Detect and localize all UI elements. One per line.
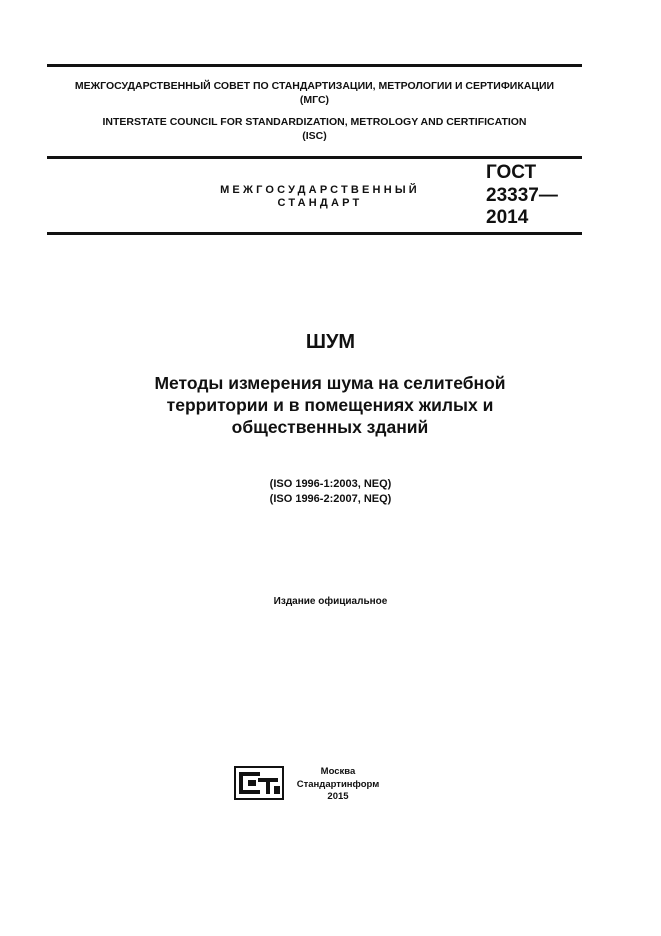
- top-rule: [47, 64, 582, 67]
- council-header: [47, 79, 582, 143]
- document-subtitle: [100, 372, 560, 438]
- gost-number: 23337—: [486, 184, 558, 206]
- edition-note: Издание официальное: [273, 596, 388, 607]
- standartinform-logo-icon: [234, 766, 284, 800]
- document-title: ШУМ: [305, 331, 356, 353]
- iso-reference: (ISO 1996-2:2007, NEQ): [269, 493, 392, 505]
- council-abbr-en: (ISC): [302, 130, 327, 142]
- publisher-year: 2015: [327, 791, 349, 802]
- publisher-info: [288, 766, 388, 804]
- standard-type-line1: МЕЖГОСУДАРСТВЕННЫЙ: [220, 184, 420, 196]
- designation-bottom-rule: [47, 232, 582, 235]
- subtitle-line3: общественных зданий: [231, 417, 429, 437]
- publisher-city: Москва: [320, 766, 356, 777]
- gost-year: 2014: [486, 207, 529, 228]
- subtitle-line1: Методы измерения шума на селитебной: [154, 373, 506, 393]
- council-name-ru: МЕЖГОСУДАРСТВЕННЫЙ СОВЕТ ПО СТАНДАРТИЗАЦИИ, МЕТРОЛОГИИ И СЕРТИФИКАЦИИ: [74, 80, 555, 92]
- iso-references: [0, 477, 661, 507]
- subtitle-line2: территории и в помещениях жилых и: [166, 395, 494, 415]
- header-divider: [47, 156, 582, 159]
- standard-type-label: [150, 184, 490, 210]
- council-name-en: INTERSTATE COUNCIL FOR STANDARDIZATION, METROLOGY AND CERTIFICATION: [102, 116, 527, 128]
- publisher-name: Стандартинформ: [296, 778, 380, 790]
- iso-reference: (ISO 1996-1:2003, NEQ): [269, 478, 392, 490]
- standard-type-line2: СТАНДАРТ: [277, 197, 363, 209]
- gost-prefix: ГОСТ: [486, 162, 537, 183]
- gost-designation: [486, 162, 558, 230]
- council-abbr-ru: (МГС): [299, 94, 330, 106]
